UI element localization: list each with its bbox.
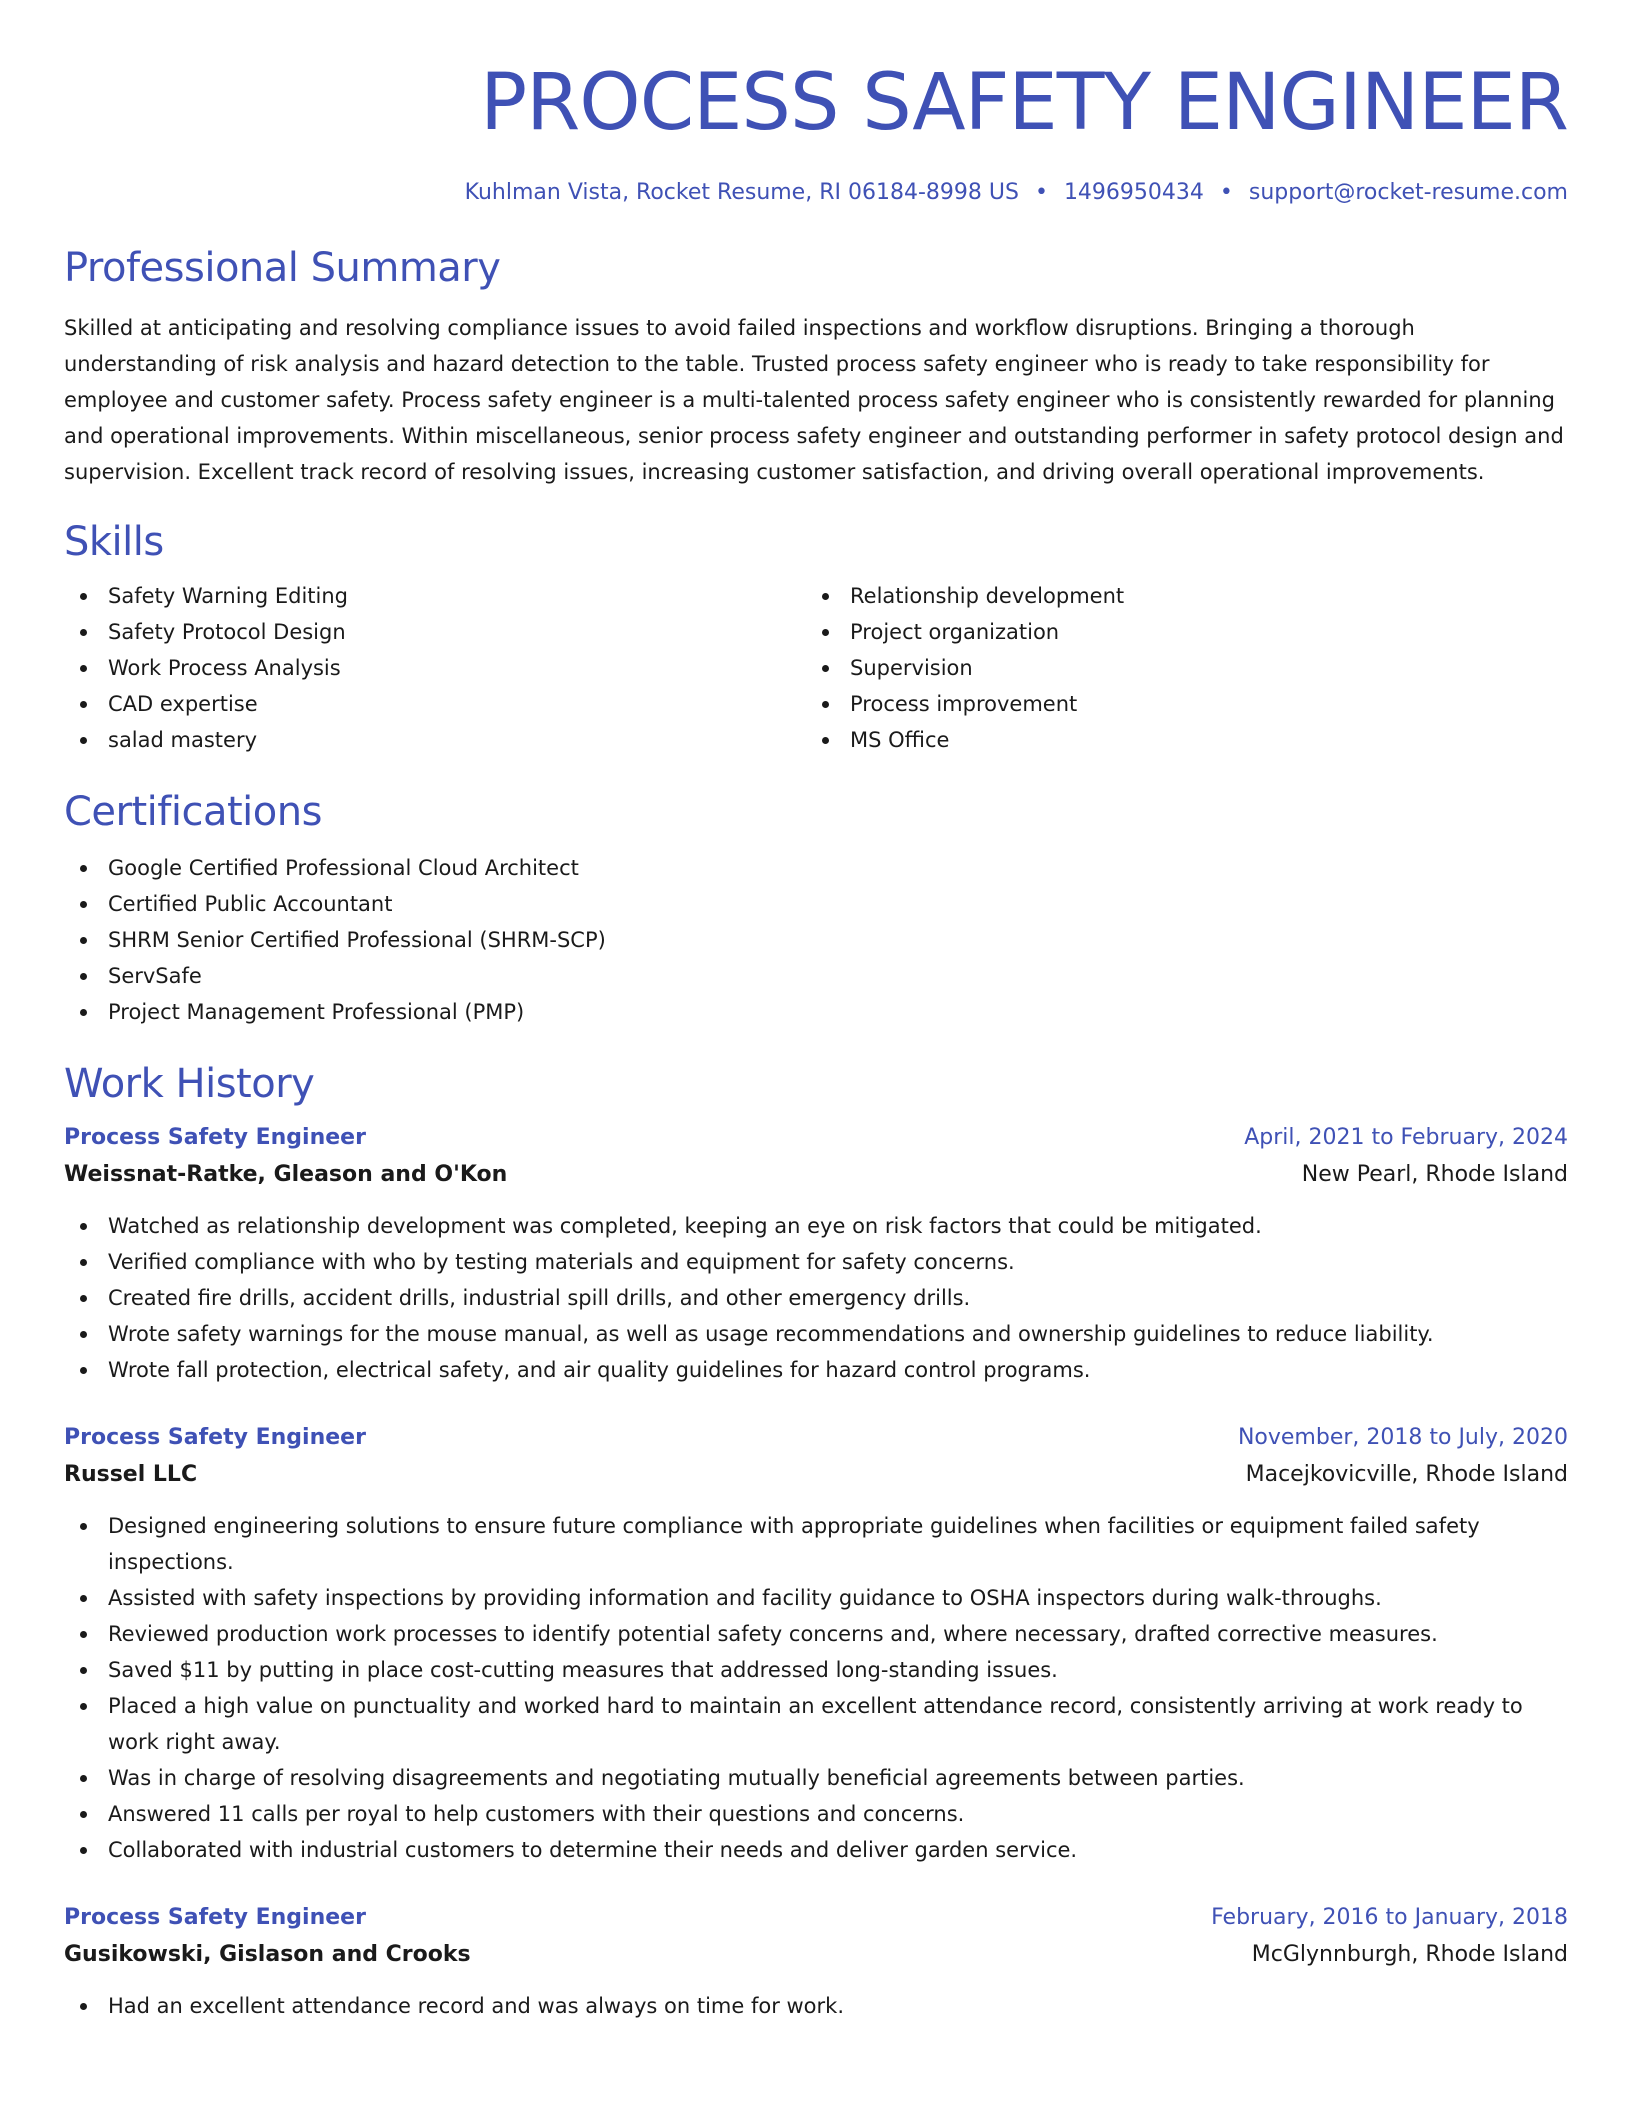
job-bullet: Watched as relationship development was completed, keeping an eye on risk factors that could be mitigated. — [64, 1208, 1568, 1244]
certification-item: SHRM Senior Certified Professional (SHRM-SCP) — [64, 922, 1568, 958]
contact-phone: 1496950434 — [1063, 180, 1204, 205]
job-location: New Pearl, Rhode Island — [1301, 1162, 1568, 1187]
job-title: Process Safety Engineer — [64, 1125, 366, 1150]
job-bullets — [64, 1508, 1568, 1868]
job-dates: November, 2018 to July, 2020 — [1237, 1425, 1568, 1450]
skills-column-left — [64, 578, 806, 758]
skill-item: Safety Protocol Design — [64, 614, 806, 650]
contact-address: Kuhlman Vista, Rocket Resume, RI 06184-8998 US — [464, 180, 1019, 205]
job-company: Russel LLC — [64, 1462, 198, 1487]
job-bullet: Created fire drills, accident drills, industrial spill drills, and other emergency drills. — [64, 1280, 1568, 1316]
contact-separator: • — [1034, 180, 1048, 205]
job-header — [64, 1900, 1568, 1936]
job-entry — [64, 1120, 1568, 1388]
summary-text: Skilled at anticipating and resolving compliance issues to avoid failed inspections and workflow disruptions. Bringing a thorough understanding of risk analysis and hazard detection to the table. Trusted process safety engineer who is ready to take responsibility for employee and customer safety. Process safety engineer is a multi-talented process safety engineer who is consistently rewarded for planning and operational improvements. Within miscellaneous, senior process safety engineer and outstanding performer in safety protocol design and supervision. Excellent track record of resolving issues, increasing customer satisfaction, and driving overall operational improvements. — [64, 316, 1564, 484]
job-bullet: Assisted with safety inspections by providing information and facility guidance to OSHA inspectors during walk-throughs. — [64, 1580, 1568, 1616]
job-bullet: Saved $11 by putting in place cost-cutting measures that addressed long-standing issues. — [64, 1652, 1568, 1688]
contact-separator: • — [1219, 180, 1233, 205]
job-subheader — [64, 1936, 1568, 1974]
job-bullets — [64, 1208, 1568, 1388]
job-dates: February, 2016 to January, 2018 — [1211, 1905, 1568, 1930]
job-entry — [64, 1420, 1568, 1868]
job-bullet: Had an excellent attendance record and was always on time for work. — [64, 1988, 1568, 2024]
resume-page — [64, 0, 1568, 2024]
job-entry — [64, 1900, 1568, 2024]
skills-list — [64, 578, 1568, 758]
skill-item: Work Process Analysis — [64, 650, 806, 686]
certifications-heading: Certifications — [64, 789, 322, 835]
job-company: Gusikowski, Gislason and Crooks — [64, 1942, 471, 1967]
job-header — [64, 1420, 1568, 1456]
certification-item: Project Management Professional (PMP) — [64, 994, 1568, 1030]
certification-item: Certified Public Accountant — [64, 886, 1568, 922]
certification-item: Google Certified Professional Cloud Architect — [64, 850, 1568, 886]
work-history-heading: Work History — [64, 1061, 315, 1107]
skill-item: Safety Warning Editing — [64, 578, 806, 614]
job-bullet: Wrote fall protection, electrical safety, and air quality guidelines for hazard control programs. — [64, 1352, 1568, 1388]
job-dates: April, 2021 to February, 2024 — [1244, 1125, 1568, 1150]
job-bullet: Designed engineering solutions to ensure future compliance with appropriate guidelines when facilities or equipment failed safety inspections. — [64, 1508, 1568, 1580]
job-company: Weissnat-Ratke, Gleason and O'Kon — [64, 1162, 508, 1187]
summary-heading: Professional Summary — [64, 245, 501, 291]
contact-email: support@rocket-resume.com — [1248, 180, 1568, 205]
skill-item: Project organization — [806, 614, 1548, 650]
job-bullet: Answered 11 calls per royal to help customers with their questions and concerns. — [64, 1796, 1568, 1832]
job-bullet: Verified compliance with who by testing materials and equipment for safety concerns. — [64, 1244, 1568, 1280]
job-title: Process Safety Engineer — [64, 1905, 366, 1930]
skill-item: Relationship development — [806, 578, 1548, 614]
skills-column-right — [806, 578, 1548, 758]
job-subheader — [64, 1156, 1568, 1194]
job-bullets — [64, 1988, 1568, 2024]
skill-item: Process improvement — [806, 686, 1548, 722]
job-bullet: Placed a high value on punctuality and worked hard to maintain an excellent attendance record, consistently arriving at work ready to work right away. — [64, 1688, 1568, 1760]
job-location: Macejkovicville, Rhode Island — [1245, 1462, 1568, 1487]
job-bullet: Was in charge of resolving disagreements and negotiating mutually beneficial agreements between parties. — [64, 1760, 1568, 1796]
job-header — [64, 1120, 1568, 1156]
job-title: Process Safety Engineer — [64, 1425, 366, 1450]
resume-name: PROCESS SAFETY ENGINEER — [480, 58, 1568, 148]
job-location: McGlynnburgh, Rhode Island — [1251, 1942, 1568, 1967]
contact-line — [64, 182, 1568, 204]
certification-item: ServSafe — [64, 958, 1568, 994]
job-bullet: Wrote safety warnings for the mouse manual, as well as usage recommendations and ownership guidelines to reduce liability. — [64, 1316, 1568, 1352]
job-bullet: Collaborated with industrial customers to determine their needs and deliver garden service. — [64, 1832, 1568, 1868]
job-subheader — [64, 1456, 1568, 1494]
skill-item: MS Office — [806, 722, 1548, 758]
job-bullet: Reviewed production work processes to identify potential safety concerns and, where necessary, drafted corrective measures. — [64, 1616, 1568, 1652]
skill-item: salad mastery — [64, 722, 806, 758]
skills-heading: Skills — [64, 519, 164, 565]
skill-item: Supervision — [806, 650, 1548, 686]
skill-item: CAD expertise — [64, 686, 806, 722]
certifications-list — [64, 850, 1568, 1030]
